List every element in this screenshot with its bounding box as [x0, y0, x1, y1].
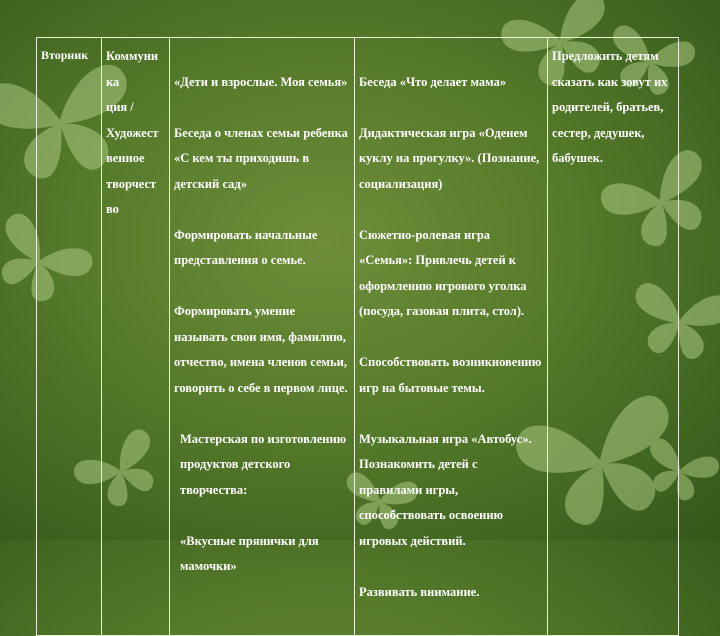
activity-area-cell: Коммуни ка ция / Художест венное творчест во [102, 38, 170, 636]
day-cell: Вторник [37, 38, 102, 636]
goal-item: Способствовать возникновению игр на бытовые темы. [359, 355, 542, 395]
didactic-game-item: Дидактическая игра «Оденем куклу на прогулку». (Познание, социализация) [359, 125, 540, 191]
role-play-item: Сюжетно-ролевая игра «Семья»: Привлечь детей к оформлению игрового уголка (посуда, газовая плита, стол). [359, 227, 527, 318]
table-row [37, 38, 679, 636]
music-game-item: Музыкальная игра «Автобус». Познакомить детей с правилами игры, способствовать освоению игровых действий. [359, 431, 532, 548]
topic-title: «Дети и взрослые. Моя семья» [174, 74, 348, 89]
schedule-table [36, 37, 679, 636]
goal-item: Формировать начальные представления о семье. [174, 227, 318, 267]
workshop-item: Мастерская по изготовлению продуктов детского творчества: [180, 431, 347, 497]
workshop-title: «Вкусные прянички для мамочки» [180, 533, 319, 573]
goal-item: Развивать внимание. [359, 584, 480, 599]
goal-item: Формировать умение называть свои имя, фамилию, отчество, имена членов семьи, говорить о себе в первом лице. [174, 304, 348, 395]
morning-activities-cell [170, 38, 355, 636]
individual-work-cell: Предложить детям сказать как зовут их родителей, братьев, сестер, дедушек, бабушек. [548, 38, 679, 636]
afternoon-activities-cell [355, 38, 548, 636]
conversation-item: Беседа о членах семьи ребенка «С кем ты приходишь в детский сад» [174, 125, 348, 191]
conversation-item: Беседа «Что делает мама» [359, 74, 507, 89]
